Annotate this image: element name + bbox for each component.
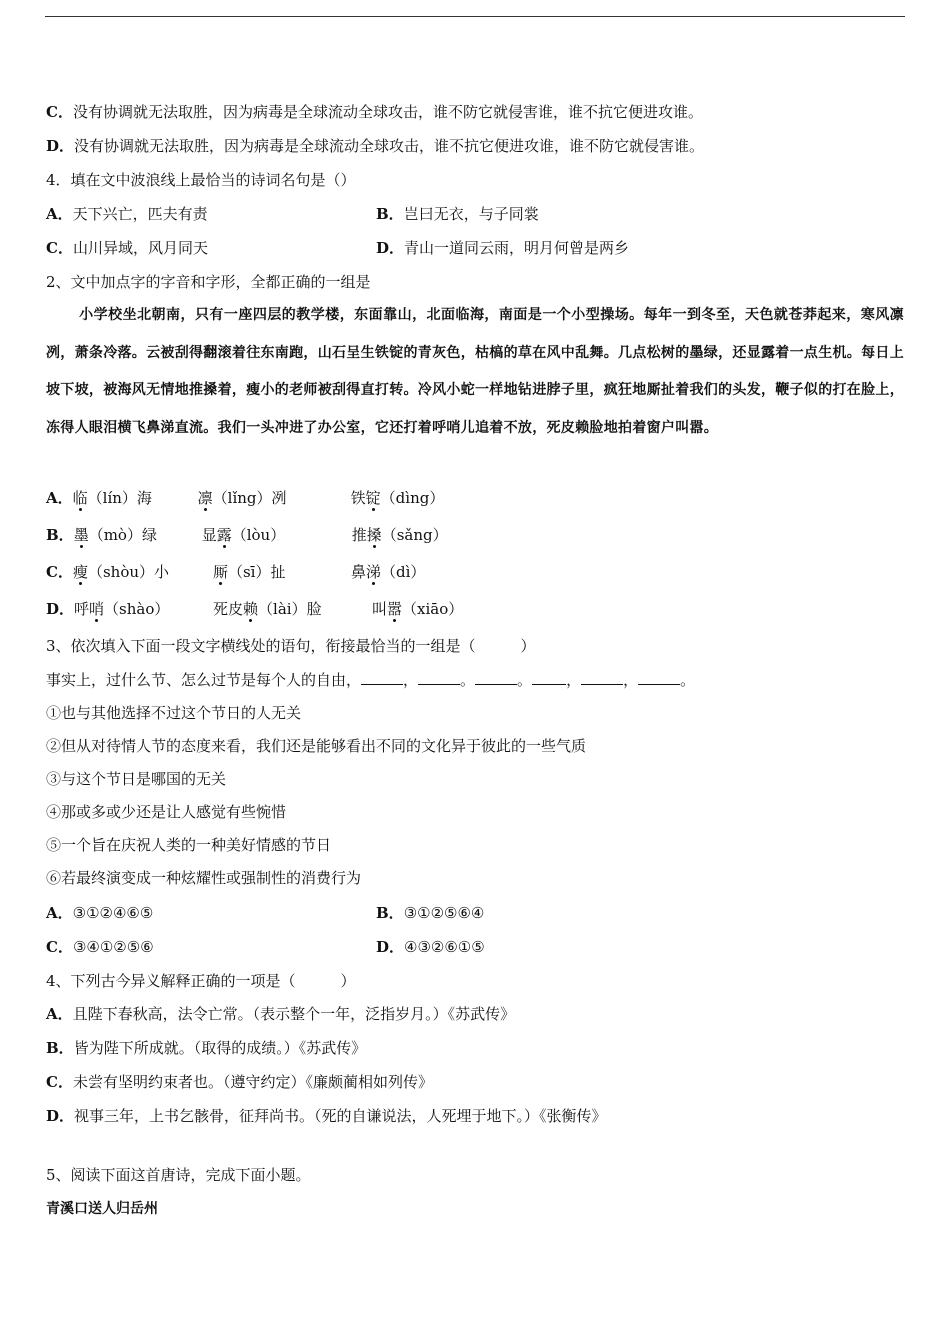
- q2-passage: 小学校坐北朝南，只有一座四层的教学楼，东面靠山，北面临海，南面是一个小型操场。每年一到冬至，天色就苍莽起来，寒风凛冽，萧条冷落。云被刮得翻滚着往东南跑，山石呈生铁锭的青灰色，枯槁的草在风中乱舞。几点松树的墨绿，还显露着一点生机。每日上坡下坡，被海风无情地推搡着，瘦小的老师被刮得直打转。冷风小蛇一样地钻进脖子里，疯狂地厮扯着我们的头发，鞭子似的打在脸上，冻得人眼泪横飞鼻涕直流。我们一头冲进了办公室，它还打着呼哨儿追着不放，死皮赖脸地拍着窗户叫嚣。: [46, 307, 904, 436]
- option-d-prev: D．没有协调就无法取胜，因为病毒是全球流动全球攻击，谁不抗它便进攻谁，谁不防它就侵害谁。: [46, 137, 705, 155]
- q2-option-c: C．瘦（shòu）小 厮（sī）扯 鼻涕（dì）: [46, 563, 426, 581]
- q3-sentence: 事实上，过什么节、怎么过节是每个人的自由， ， 。 。 ， ， 。: [46, 671, 696, 689]
- q3-stem: 3、依次填入下面一段文字横线处的语句，衔接最恰当的一组是（ ）: [46, 637, 536, 655]
- q3-options-row1: A．③①②④⑥⑤ B．③①②⑤⑥④: [46, 904, 485, 922]
- q2-stem: 2、文中加点字的字音和字形，全都正确的一组是: [46, 273, 371, 291]
- q3-item-1: ①也与其他选择不过这个节日的人无关: [46, 704, 302, 722]
- q3-options-row2: C．③④①②⑤⑥ D．④③②⑥①⑤: [46, 938, 485, 956]
- q4a-options-row1: A．天下兴亡，匹夫有责 B．岂曰无衣，与子同裳: [46, 205, 539, 223]
- header-rule: [45, 16, 905, 17]
- q4b-option-d: D．视事三年，上书乞骸骨，征拜尚书。（死的自谦说法，人死埋于地下。）《张衡传》: [46, 1107, 607, 1125]
- q5-stem: 5、阅读下面这首唐诗，完成下面小题。: [46, 1166, 311, 1184]
- q3-item-2: ②但从对待情人节的态度来看，我们还是能够看出不同的文化异于彼此的一些气质: [46, 737, 587, 755]
- q4b-option-c: C．未尝有坚明约束者也。（遵守约定）《廉颇蔺相如列传》: [46, 1073, 433, 1091]
- q4b-stem: 4、下列古今异义解释正确的一项是（ ）: [46, 972, 356, 990]
- q2-option-d: D．呼哨（shào） 死皮赖（lài）脸 叫嚣（xiāo）: [46, 600, 464, 618]
- q4a-options-row2: C．山川异域，风月同天 D．青山一道同云雨，明月何曾是两乡: [46, 239, 630, 257]
- q2-option-b: B．墨（mò）绿 显露（lòu） 推搡（sǎng）: [46, 526, 448, 544]
- q4b-option-b: B．皆为陛下所成就。（取得的成绩。）《苏武传》: [46, 1039, 367, 1057]
- q3-item-3: ③与这个节日是哪国的无关: [46, 770, 227, 788]
- q4b-option-a: A．且陛下春秋高，法令亡常。（表示整个一年，泛指岁月。）《苏武传》: [46, 1005, 516, 1023]
- option-c-prev: C．没有协调就无法取胜，因为病毒是全球流动全球攻击，谁不防它就侵害谁，谁不抗它便进攻谁。: [46, 103, 703, 121]
- q4a-stem: 4．填在文中波浪线上最恰当的诗词名句是（）: [46, 171, 356, 189]
- q3-item-5: ⑤一个旨在庆祝人类的一种美好情感的节日: [46, 836, 332, 854]
- poem-title: 青溪口送人归岳州: [46, 1201, 158, 1217]
- q3-item-4: ④那或多或少还是让人感觉有些惋惜: [46, 803, 287, 821]
- q3-item-6: ⑥若最终演变成一种炫耀性或强制性的消费行为: [46, 869, 362, 887]
- q2-option-a: A．临（lín）海 凛（lǐng）冽 铁锭（dìng）: [46, 489, 445, 507]
